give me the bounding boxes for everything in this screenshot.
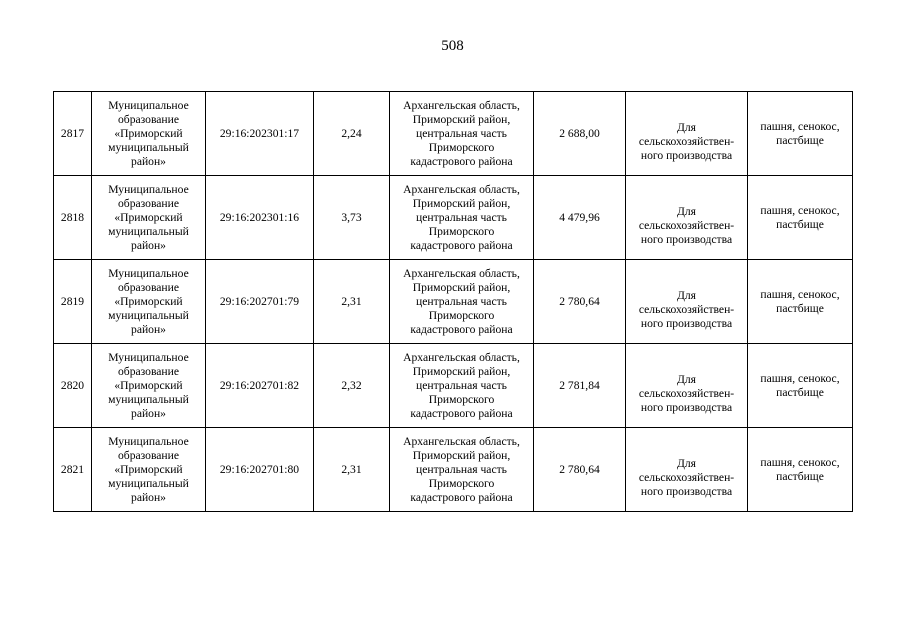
land-plots-table [53,91,853,512]
land-use-cell [748,92,853,176]
owner-cell-line: «Приморский [114,126,183,140]
location-cell-line: Приморского [428,308,495,322]
land-use-cell-line: пастбище [776,301,824,315]
owner-cell-line: район» [131,154,166,168]
row-number: 2818 [54,176,92,260]
land-use-cell-line: пастбище [776,133,824,147]
owner-cell-line: район» [131,490,166,504]
row-number: 2819 [54,260,92,344]
table-row [54,92,853,176]
land-use-cell [748,260,853,344]
owner-cell-line: «Приморский [114,378,183,392]
cadastral-number: 29:16:202301:16 [206,176,314,260]
purpose-cell-line: ного производства [640,400,733,414]
location-cell-line: Приморского [428,476,495,490]
location-cell [390,92,534,176]
purpose-cell [626,344,748,428]
location-cell-line: Приморский район, [412,112,511,126]
location-cell-line: Приморского [428,224,495,238]
cadastral-number: 29:16:202301:17 [206,92,314,176]
area-cell: 2,32 [314,344,390,428]
location-cell-line: Приморский район, [412,196,511,210]
cadastral-number: 29:16:202701:82 [206,344,314,428]
owner-cell-line: образование [118,196,179,210]
purpose-cell-line: сельскохозяйствен- [638,386,735,400]
location-cell-line: Приморского [428,140,495,154]
purpose-cell-line: ного производства [640,484,733,498]
owner-cell [92,260,206,344]
owner-cell-line: образование [118,280,179,294]
table-body [54,92,853,512]
location-cell-line: Архангельская область, [403,434,520,448]
location-cell-line: центральная часть [416,126,507,140]
location-cell-line: Приморский район, [412,364,511,378]
location-cell-line: кадастрового района [410,490,513,504]
value-cell: 4 479,96 [534,176,626,260]
area-cell: 2,31 [314,428,390,512]
owner-cell-line: образование [118,112,179,126]
purpose-cell-line: Для [676,288,697,302]
land-use-cell-line: пастбище [776,217,824,231]
owner-cell [92,176,206,260]
location-cell-line: Архангельская область, [403,350,520,364]
purpose-cell [626,176,748,260]
land-use-cell-line: пашня, сенокос, [760,287,840,301]
value-cell: 2 781,84 [534,344,626,428]
location-cell-line: кадастрового района [410,238,513,252]
owner-cell [92,428,206,512]
owner-cell-line: муниципальный [108,140,189,154]
land-use-cell [748,344,853,428]
purpose-cell-line: Для [676,204,697,218]
land-use-cell-line: пашня, сенокос, [760,203,840,217]
owner-cell-line: район» [131,322,166,336]
owner-cell-line: Муниципальное [108,350,189,364]
value-cell: 2 780,64 [534,260,626,344]
page-number: 508 [441,38,464,54]
land-use-cell [748,428,853,512]
location-cell [390,260,534,344]
owner-cell-line: район» [131,406,166,420]
location-cell-line: Приморский район, [412,448,511,462]
area-cell: 3,73 [314,176,390,260]
land-use-cell-line: пастбище [776,385,824,399]
location-cell-line: кадастрового района [410,154,513,168]
location-cell-line: Архангельская область, [403,266,520,280]
location-cell-line: центральная часть [416,294,507,308]
location-cell-line: кадастрового района [410,322,513,336]
purpose-cell [626,260,748,344]
table-row [54,260,853,344]
purpose-cell-line: ного производства [640,232,733,246]
owner-cell [92,92,206,176]
land-use-cell-line: пашня, сенокос, [760,371,840,385]
purpose-cell [626,428,748,512]
land-use-cell-line: пашня, сенокос, [760,119,840,133]
purpose-cell-line: ного производства [640,148,733,162]
purpose-cell-line: сельскохозяйствен- [638,218,735,232]
location-cell-line: Приморский район, [412,280,511,294]
location-cell-line: Приморского [428,392,495,406]
row-number: 2821 [54,428,92,512]
location-cell [390,428,534,512]
purpose-cell-line: Для [676,120,697,134]
owner-cell-line: Муниципальное [108,434,189,448]
land-use-cell-line: пашня, сенокос, [760,455,840,469]
location-cell-line: кадастрового района [410,406,513,420]
owner-cell-line: муниципальный [108,476,189,490]
purpose-cell-line: ного производства [640,316,733,330]
purpose-cell-line: сельскохозяйствен- [638,302,735,316]
purpose-cell-line: сельскохозяйствен- [638,470,735,484]
owner-cell-line: муниципальный [108,392,189,406]
location-cell-line: центральная часть [416,378,507,392]
table-row [54,176,853,260]
owner-cell-line: образование [118,364,179,378]
row-number: 2820 [54,344,92,428]
location-cell-line: Архангельская область, [403,182,520,196]
owner-cell-line: образование [118,448,179,462]
owner-cell [92,344,206,428]
owner-cell-line: муниципальный [108,308,189,322]
location-cell-line: Архангельская область, [403,98,520,112]
land-use-cell-line: пастбище [776,469,824,483]
table-row [54,344,853,428]
owner-cell-line: Муниципальное [108,182,189,196]
cadastral-number: 29:16:202701:80 [206,428,314,512]
owner-cell-line: «Приморский [114,210,183,224]
area-cell: 2,31 [314,260,390,344]
value-cell: 2 688,00 [534,92,626,176]
owner-cell-line: Муниципальное [108,266,189,280]
table-row [54,428,853,512]
purpose-cell-line: сельскохозяйствен- [638,134,735,148]
owner-cell-line: «Приморский [114,462,183,476]
owner-cell-line: муниципальный [108,224,189,238]
location-cell-line: центральная часть [416,210,507,224]
land-use-cell [748,176,853,260]
location-cell [390,176,534,260]
owner-cell-line: «Приморский [114,294,183,308]
location-cell-line: центральная часть [416,462,507,476]
purpose-cell-line: Для [676,456,697,470]
owner-cell-line: Муниципальное [108,98,189,112]
location-cell [390,344,534,428]
area-cell: 2,24 [314,92,390,176]
value-cell: 2 780,64 [534,428,626,512]
purpose-cell-line: Для [676,372,697,386]
cadastral-number: 29:16:202701:79 [206,260,314,344]
row-number: 2817 [54,92,92,176]
purpose-cell [626,92,748,176]
owner-cell-line: район» [131,238,166,252]
